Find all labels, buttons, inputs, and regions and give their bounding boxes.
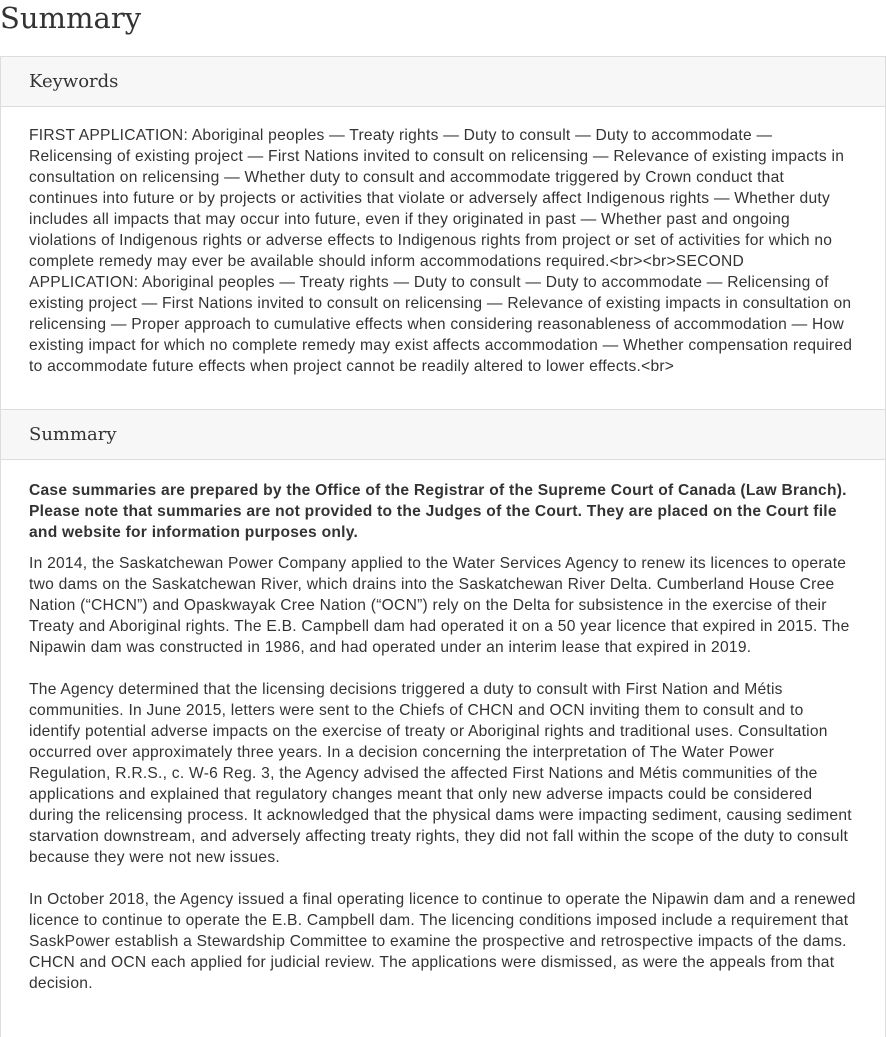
summary-heading: Summary xyxy=(29,424,117,445)
summary-disclaimer: Case summaries are prepared by the Office of the Registrar of the Supreme Court of Canada (Law Branch). Please note that summaries are not provided to the Judges of the Court. They are placed on the Court file and website for information purposes only. xyxy=(29,482,847,541)
summary-paragraph: In October 2018, the Agency issued a final operating licence to continue to operate the Nipawin dam and a renewed licence to continue to operate the E.B. Campbell dam. The licencing conditions imposed include a requirement that SaskPower establish a Stewardship Committee to examine the prospective and retrospective impacts of the dams. CHCN and OCN each applied for judicial review. The applications were dismissed, as were the appeals from that decision. xyxy=(29,891,856,992)
summary-header xyxy=(1,410,885,460)
summary-paragraph: The Agency determined that the licensing decisions triggered a duty to consult with First Nation and Métis communities. In June 2015, letters were sent to the Chiefs of CHCN and OCN inviting them to consult and to identify potential adverse impacts on the exercise of treaty or Aboriginal rights and traditional uses. Consultation occurred over approximately three years. In a decision concerning the interpretation of The Water Power Regulation, R.R.S., c. W-6 Reg. 3, the Agency advised the affected First Nations and Métis communities of the applications and explained that regulatory changes meant that only new adverse impacts could be considered during the relicensing process. It acknowledged that the physical dams were impacting sediment, causing sediment starvation downstream, and adversely affecting treaty rights, they did not fall within the scope of the duty to consult because they were not new issues. xyxy=(29,681,852,866)
summary-paragraph: In 2014, the Saskatchewan Power Company applied to the Water Services Agency to renew its licences to operate two dams on the Saskatchewan River, which drains into the Saskatchewan River Delta. Cumberland House Cree Nation (“CHCN”) and Opaskwayak Cree Nation (“OCN”) rely on the Delta for subsistence in the exercise of their Treaty and Aboriginal rights. The E.B. Campbell dam had operated it on a 50 year licence that expired in 2015. The Nipawin dam was constructed in 1986, and had operated under an interim lease that expired in 2019. xyxy=(29,555,850,656)
summary-body xyxy=(1,460,885,1037)
keywords-heading: Keywords xyxy=(29,71,119,92)
summary-panel xyxy=(0,56,886,1037)
keywords-body xyxy=(1,107,885,410)
keywords-text: FIRST APPLICATION: Aboriginal peoples — Treaty rights — Duty to consult — Duty to accommodate — Relicensing of existing project — First Nations invited to consult on relicensing — Relevance of existing impacts in consultation on relicensing — Whether duty to consult and accommodate triggered by Crown conduct that continues into future or by projects or activities that violate or adversely affect Indigenous rights — Whether duty includes all impacts that may occur into future, even if they originated in past — Whether past and ongoing violations of Indigenous rights or adverse effects to Indigenous rights from project or set of activities for which no complete remedy may ever be available should inform accommodations required.<br><br>SECOND APPLICATION: Aboriginal peoples — Treaty rights — Duty to consult — Duty to accommodate — Relicensing of existing project — First Nations invited to consult on relicensing — Relevance of existing impacts in consultation on relicensing — Proper approach to cumulative effects when considering reasonableness of accommodation — How existing impact for which no complete remedy may exist affects accommodation — Whether compensation required to accommodate future effects when project cannot be readily altered to lower effects.<br> xyxy=(29,127,853,375)
keywords-header xyxy=(1,57,885,107)
page-title: Summary xyxy=(0,1,142,35)
